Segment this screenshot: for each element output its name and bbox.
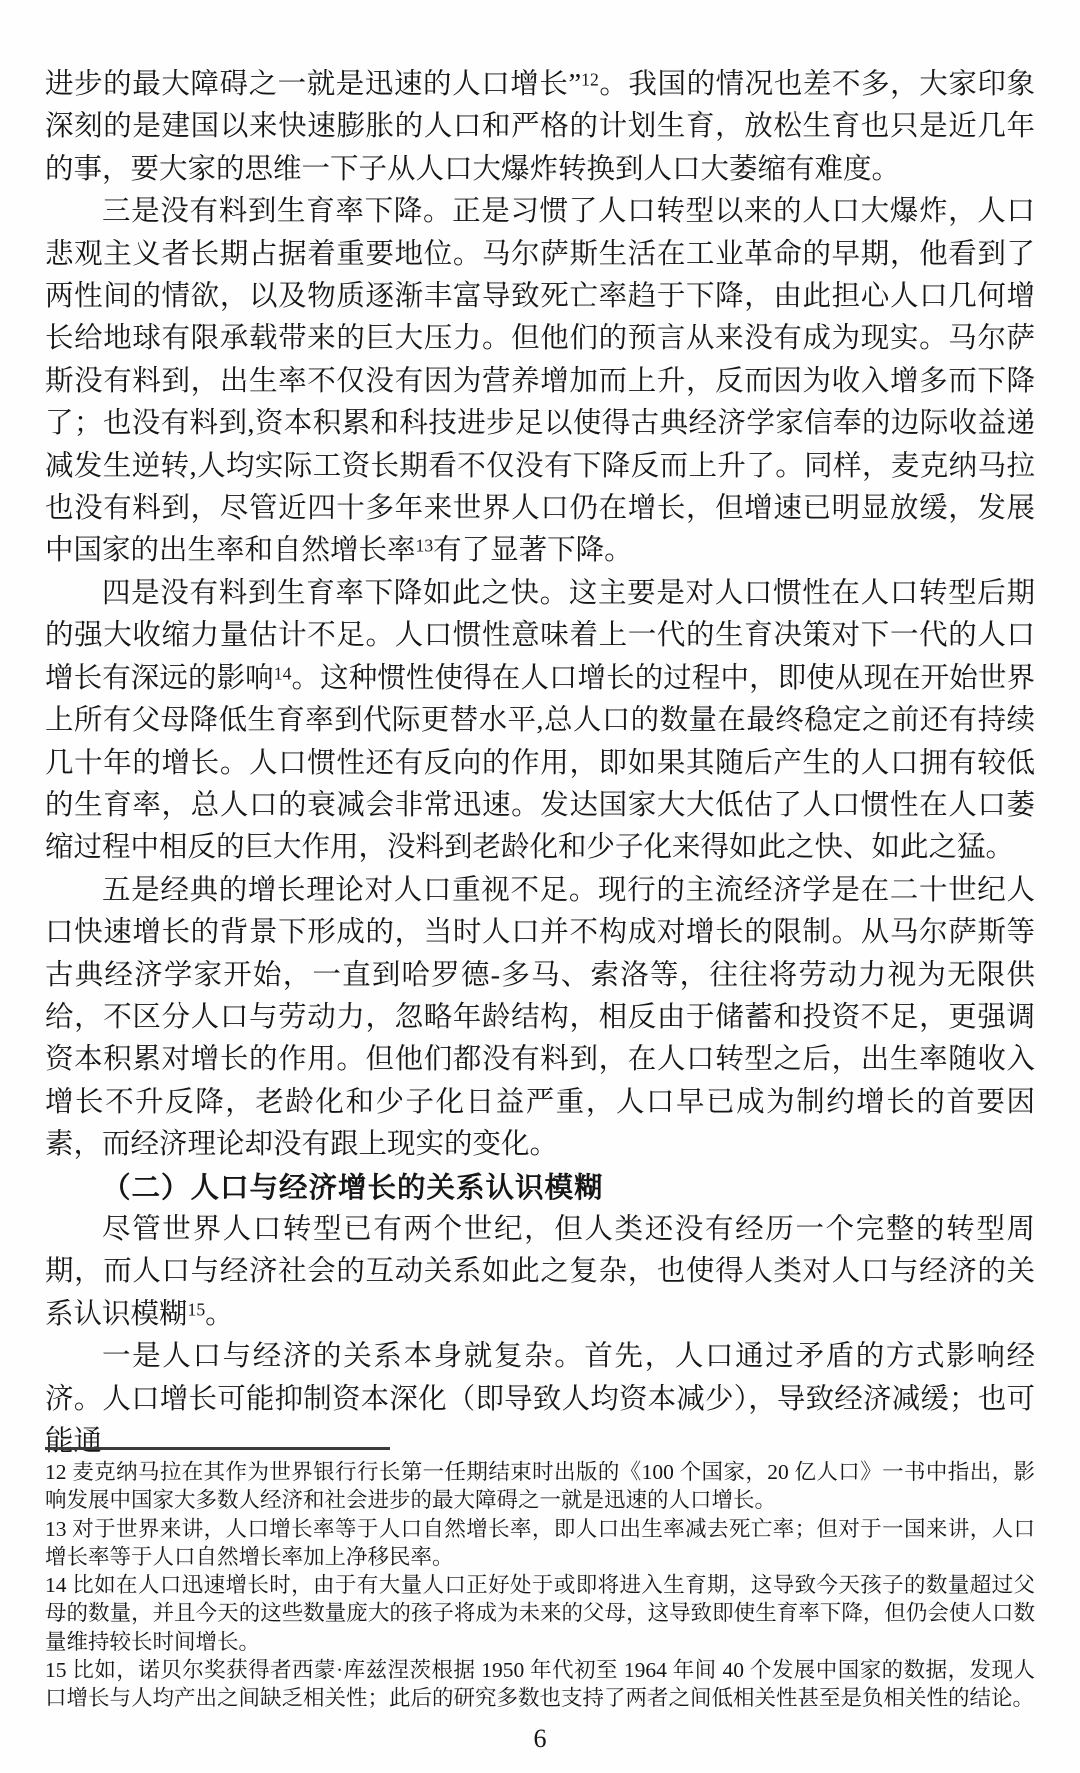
paragraph: 尽管世界人口转型已有两个世纪，但人类还没有经历一个完整的转型周期，而人口与经济社会的互动关系如此之复杂，也使得人类对人口与经济的关系认识模糊$^{15}$。 xyxy=(45,1213,1035,1330)
paragraph: 一是人口与经济的关系本身就复杂。首先，人口通过矛盾的方式影响经济。人口增长可能抑制资本深化（即导致人均资本减少），导致经济减缓；也可能通 xyxy=(45,1341,1035,1457)
footnotes xyxy=(45,1458,1035,1713)
footnote-ref: 14 xyxy=(273,663,292,684)
paragraph: 三是没有料到生育率下降。正是习惯了人口转型以来的人口大爆炸，人口悲观主义者长期占据着重要地位。马尔萨斯生活在工业革命的早期，他看到了两性间的情欲，以及物质逐渐丰富导致死亡率趋于下降，由此担心人口几何增长给地球有限承载带来的巨大压力。但他们的预言从来没有成为现实。马尔萨斯没有料到，出生率不仅没有因为营养增加而上升，反而因为收入增多而下降了；也没有料到,资本积累和科技进步足以使得古典经济学家信奉的边际收益递减发生逆转,人均实际工资长期看不仅没有下降反而上升了。同样，麦克纳马拉也没有料到，尽管近四十多年来世界人口仍在增长，但增速已明显放缓，发展中国家的出生率和自然增长率$^{13}$有了显著下降。 xyxy=(45,196,1035,567)
footnote: 12 麦克纳马拉在其作为世界银行行长第一任期结束时出版的《100 个国家，20 亿人口》一书中指出，影响发展中国家大多数人经济和社会进步的最大障碍之一就是迅速的人口增长。 xyxy=(45,1460,1035,1513)
footnote-ref: 12 xyxy=(581,69,599,90)
body-content xyxy=(45,64,1035,1463)
footnote-ref: 15 xyxy=(187,1299,206,1320)
paragraph: 进步的最大障碍之一就是迅速的人口增长”$^{12}$。我国的情况也差不多，大家印象深刻的是建国以来快速膨胀的人口和严格的计划生育，放松生育也只是近几年的事，要大家的思维一下子从人口大爆炸转换到人口大萎缩有难度。 xyxy=(45,69,1035,185)
footnote-separator xyxy=(45,1447,390,1450)
footnote: 15 比如，诺贝尔奖获得者西蒙·库兹涅茨根据 1950 年代初至 1964 年间 40 个发展中国家的数据，发现人口增长与人均产出之间缺乏相关性；此后的研究多数也支持了两者之间低相关性甚至是负相关性的结论。 xyxy=(45,1658,1035,1711)
paragraph: 五是经典的增长理论对人口重视不足。现行的主流经济学是在二十世纪人口快速增长的背景下形成的，当时人口并不构成对增长的限制。从马尔萨斯等古典经济学家开始，一直到哈罗德-多马、索洛等，往往将劳动力视为无限供给，不区分人口与劳动力，忽略年龄结构，相反由于储蓄和投资不足，更强调资本积累对增长的作用。但他们都没有料到，在人口转型之后，出生率随收入增长不升反降，老龄化和少子化日益严重，人口早已成为制约增长的首要因素，而经济理论却没有跟上现实的变化。 xyxy=(45,874,1035,1161)
section-heading: （二）人口与经济增长的关系认识模糊 xyxy=(102,1171,604,1204)
footnote: 14 比如在人口迅速增长时，由于有大量人口正好处于或即将进入生育期，这导致今天孩子的数量超过父母的数量，并且今天的这些数量庞大的孩子将成为未来的父母，这导致即使生育率下降，但仍会使人口数量维持较长时间增长。 xyxy=(45,1573,1035,1654)
paragraph: 四是没有料到生育率下降如此之快。这主要是对人口惯性在人口转型后期的强大收缩力量估计不足。人口惯性意味着上一代的生育决策对下一代的人口增长有深远的影响$^{14}$。这种惯性使得在人口增长的过程中，即使从现在开始世界上所有父母降低生育率到代际更替水平,总人口的数量在最终稳定之前还有持续几十年的增长。人口惯性还有反向的作用，即如果其随后产生的人口拥有较低的生育率，总人口的衰减会非常迅速。发达国家大大低估了人口惯性在人口萎缩过程中相反的巨大作用，没料到老龄化和少子化来得如此之快、如此之猛。 xyxy=(45,577,1035,864)
footnote-ref: 13 xyxy=(415,536,434,557)
page-number: 6 xyxy=(533,1724,547,1753)
footnote: 13 对于世界来讲，人口增长率等于人口自然增长率，即人口出生率减去死亡率；但对于一国来讲，人口增长率等于人口自然增长率加上净移民率。 xyxy=(45,1516,1035,1569)
